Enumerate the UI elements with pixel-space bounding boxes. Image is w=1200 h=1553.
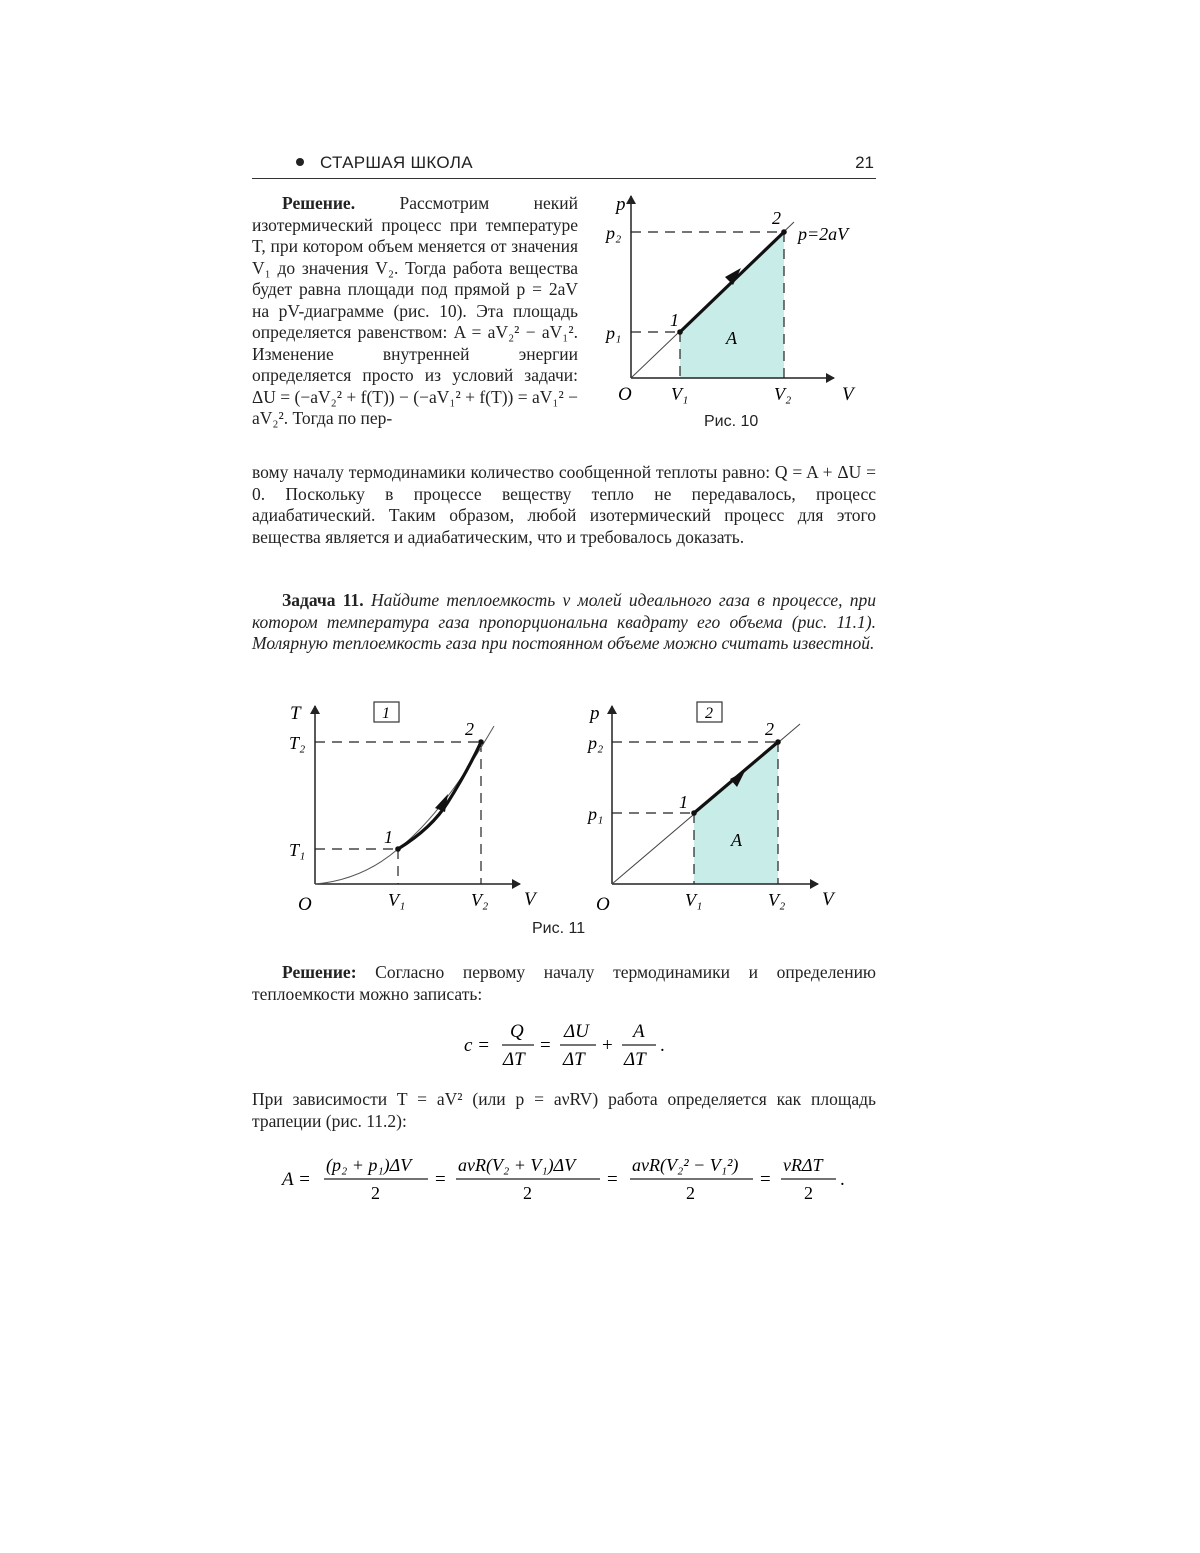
fraction-3-numerator: aνR(V₂² − V₁²): [632, 1155, 738, 1176]
parabola-curve: [315, 726, 494, 884]
area-a-shade: [694, 742, 778, 884]
equals-3: =: [760, 1169, 771, 1190]
origin-label: O: [298, 894, 312, 915]
fraction-2-denominator: ΔT: [562, 1049, 586, 1070]
solution-2-text: Согласно первому началу термодинамики и определению теплоемкости можно записать:: [252, 962, 876, 1004]
point-1: [395, 846, 401, 852]
page: [0, 0, 1200, 1553]
v2-label: V₂: [768, 890, 785, 910]
fraction-2-denominator: 2: [523, 1183, 532, 1203]
point-2: [478, 739, 484, 745]
p1-label: p₁: [604, 323, 621, 343]
solution-2-paragraph: [252, 962, 876, 1005]
fraction-2-numerator: ΔU: [563, 1021, 590, 1042]
origin-label: O: [596, 894, 610, 915]
point-1-label: 1: [670, 310, 679, 330]
point-2: [781, 229, 787, 235]
point-2-label: 2: [765, 719, 774, 739]
line-equation-label: p=2aV: [796, 224, 850, 244]
point-2-label: 2: [772, 208, 781, 228]
formula-end: .: [660, 1035, 665, 1056]
point-2-label: 2: [465, 719, 474, 739]
point-1-label: 1: [384, 827, 393, 847]
fraction-1-numerator: (p₂ + p₁)ΔV: [326, 1155, 413, 1176]
dependence-paragraph: При зависимости T = aV² (или p = aνRV) работа определяется как площадь трапеции (рис. 11.2):: [252, 1089, 876, 1132]
panel-tag: 1: [382, 705, 390, 722]
y-axis-label: p: [614, 194, 626, 215]
formula-heat-capacity: [460, 1018, 680, 1080]
figure-10: [596, 188, 876, 423]
equals-2: =: [607, 1169, 618, 1190]
task-11-title: Задача 11.: [282, 590, 364, 610]
task-11-paragraph: [252, 590, 876, 655]
formula-end: .: [840, 1169, 845, 1190]
p2-label: p₂: [604, 223, 621, 243]
figure-11-panel-2: [582, 700, 852, 925]
p2-label: p₂: [586, 733, 603, 753]
t2-label: T₂: [289, 733, 305, 753]
point-1: [677, 329, 683, 335]
v1-label: V₁: [671, 384, 688, 404]
fraction-3-denominator: ΔT: [623, 1049, 647, 1070]
v1-label: V₁: [685, 890, 702, 910]
panel-tag: 2: [705, 705, 713, 722]
operator-2: +: [602, 1035, 613, 1056]
area-label: A: [725, 328, 738, 348]
formula-work: [278, 1152, 868, 1214]
fraction-1-denominator: 2: [371, 1183, 380, 1203]
point-2: [775, 739, 781, 745]
page-number: 21: [855, 153, 874, 173]
v1-label: V₁: [388, 890, 405, 910]
origin-label: O: [618, 384, 632, 405]
fraction-2-numerator: aνR(V₂ + V₁)ΔV: [458, 1155, 577, 1176]
area-label: A: [730, 830, 743, 850]
formula-lhs: c =: [464, 1035, 490, 1056]
task-11-text: Найдите теплоемкость ν молей идеального газа в процессе, при котором температура газа пропорциональна квадрату его объема (рис. 11.1). Молярную теплоемкость газа при постоянном объеме можно считать известной.: [252, 590, 876, 653]
x-axis-label: V: [842, 384, 856, 405]
v2-label: V₂: [471, 890, 488, 910]
point-1-label: 1: [679, 792, 688, 812]
fraction-3-denominator: 2: [686, 1183, 695, 1203]
solution-1-wrap-text: Рассмотрим некий изотермический процесс при температуре T, при котором объем меняется от значения V₁ до значения V₂. Тогда работа вещества будет равна площади под прямой p = 2aV на pV-диаграмме (рис. 10). Эта площадь определяется равенством: A = aV₂² − aV₁². Изменение внутренней энергии определяется просто из условий задачи: ΔU = (−aV₂² + f(T)) − (−aV₁² + f(T)) = aV₁² − aV₂². Тогда по пер-: [252, 193, 578, 428]
solution-2-lead: Решение:: [282, 962, 357, 982]
point-1: [691, 810, 697, 816]
equals-1: =: [435, 1169, 446, 1190]
p1-label: p₁: [586, 804, 603, 824]
running-head: [252, 152, 876, 179]
x-axis-label: V: [822, 889, 836, 910]
area-a-shade: [680, 232, 784, 378]
t1-label: T₁: [289, 840, 305, 860]
figure-11-caption: Рис. 11: [532, 920, 585, 938]
process-path-bold: [398, 742, 481, 849]
y-axis-label: T: [290, 703, 302, 724]
v2-label: V₂: [774, 384, 791, 404]
fraction-4-denominator: 2: [804, 1183, 813, 1203]
fraction-4-numerator: νRΔT: [783, 1155, 825, 1175]
bullet-icon: [296, 158, 304, 166]
fraction-3-numerator: A: [631, 1021, 645, 1042]
formula-lhs: A =: [280, 1169, 311, 1190]
fraction-1-denominator: ΔT: [502, 1049, 526, 1070]
operator-1: =: [540, 1035, 551, 1056]
solution-1-continuation: вому началу термодинамики количество сообщенной теплоты равно: Q = A + ΔU = 0. Поскольку в процессе веществу тепло не передавалось, процесс адиабатический. Таким образом, любой изотермический процесс для этого вещества является и адиабатическим, что и требовалось доказать.: [252, 462, 876, 548]
solution-1-paragraph: [252, 193, 578, 430]
figure-10-caption: Рис. 10: [704, 413, 758, 431]
figure-11-panel-1: [282, 700, 552, 925]
fraction-1-numerator: Q: [510, 1021, 524, 1042]
x-axis-label: V: [524, 889, 538, 910]
section-title: СТАРШАЯ ШКОЛА: [320, 153, 473, 173]
solution-1-lead: Решение.: [282, 193, 355, 213]
y-axis-label: p: [588, 703, 600, 724]
